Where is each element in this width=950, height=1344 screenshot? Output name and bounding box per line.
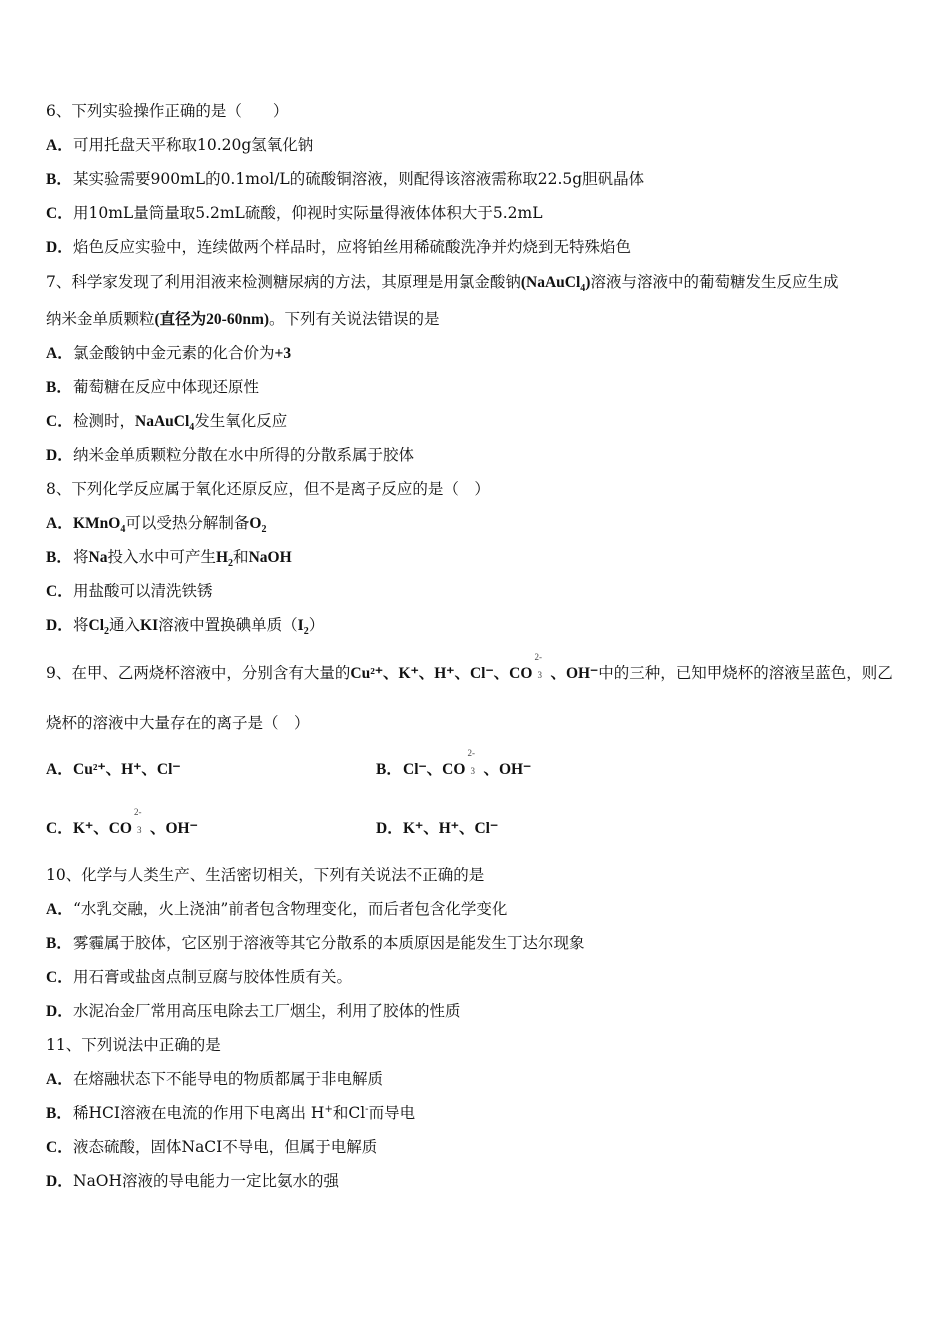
- q7-size: (直径为20-60nm): [154, 311, 270, 328]
- q8-option-c: [46, 580, 213, 603]
- option-label: B．: [46, 171, 72, 188]
- option-label: D．: [376, 820, 403, 837]
- formula-sub: 2: [303, 626, 309, 638]
- option-text: 葡萄糖在反应中体现还原性: [73, 378, 260, 396]
- option-text: 焰色反应实验中，连续做两个样品时，应将铂丝用稀硫酸洗净并灼烧到无特殊焰色: [73, 238, 632, 256]
- option-text: 液态硫酸，固体NaCI不导电，但属于电解质: [73, 1138, 378, 1156]
- q9-stem-text: 9、在甲、乙两烧杯溶液中，分别含有大量的: [46, 664, 351, 682]
- formula: Na: [88, 549, 108, 566]
- q11-option-d: [46, 1170, 339, 1193]
- q9-stem-line1: [46, 652, 893, 685]
- q7-stem-line1: [46, 271, 838, 294]
- q7-stem-text-d: 。下列有关说法错误的是: [269, 310, 440, 328]
- superscript: -: [365, 1103, 369, 1115]
- q6-option-d: [46, 236, 631, 259]
- option-text: 氯金酸钠中金元素的化合价为: [73, 344, 275, 362]
- q10-option-d: [46, 1000, 461, 1023]
- q8-option-d: [46, 614, 324, 637]
- q10-option-a: [46, 898, 507, 921]
- option-text: 雾霾属于胶体，它区别于溶液等其它分散系的本质原因是能发生丁达尔现象: [73, 934, 585, 952]
- q7-stem-text-c: 纳米金单质颗粒: [46, 310, 155, 328]
- subscript-three: 3: [537, 670, 542, 680]
- option-label: C．: [46, 205, 73, 222]
- formula-sub: 4: [189, 422, 195, 434]
- option-text: 将: [73, 616, 89, 634]
- charge-superscript: 2-: [534, 652, 542, 662]
- q6-option-b: [46, 168, 644, 191]
- q7-option-b: [46, 376, 259, 399]
- option-text: 检测时，: [73, 412, 136, 430]
- option-text: 稀HCI溶液在电流的作用下电离出 H: [73, 1104, 325, 1122]
- carbonate-charge: [465, 748, 479, 780]
- option-text: 用10mL量筒量取5.2mL硫酸，仰视时实际量得液体体积大于5.2mL: [73, 204, 543, 222]
- option-text: ）: [308, 616, 325, 634]
- q7-stem-text: 7、科学家发现了利用泪液来检测糖尿病的方法，其原理是用氯金酸钠: [46, 273, 521, 291]
- q11-option-b: [46, 1102, 415, 1125]
- option-label: C．: [46, 1139, 73, 1156]
- formula: Cl: [88, 617, 105, 634]
- option-label: D．: [46, 239, 73, 256]
- option-text: NaOH溶液的导电能力一定比氨水的强: [73, 1172, 340, 1190]
- option-text: 某实验需要900mL的0.1mol/L的硫酸铜溶液，则配得该溶液需称取22.5g胆矾晶体: [73, 170, 645, 188]
- q9-option-d: [376, 817, 498, 840]
- option-label: D．: [46, 1003, 73, 1020]
- formula: I: [297, 617, 304, 634]
- formula-sub: 2: [261, 524, 267, 536]
- option-label: A．: [46, 761, 73, 778]
- option-label: A．: [46, 515, 73, 532]
- q7-stem-line2: [46, 308, 440, 331]
- option-text: 可以受热分解制备: [125, 514, 250, 532]
- carbonate-charge: [532, 652, 546, 684]
- q8-option-a: [46, 512, 266, 535]
- option-text: 和: [233, 548, 249, 566]
- formula: NaAuCl: [135, 413, 190, 430]
- q7-option-a: [46, 342, 291, 365]
- option-label: C．: [46, 820, 73, 837]
- q9-ions: Cu²⁺、K⁺、H⁺、Cl⁻、CO: [350, 665, 533, 682]
- q8-stem: 8、下列化学反应属于氧化还原反应，但不是离子反应的是（ ）: [46, 480, 490, 498]
- formula-sub: 2: [104, 626, 110, 638]
- option-label: C．: [46, 969, 73, 986]
- option-text: 用石膏或盐卤点制豆腐与胶体性质有关。: [73, 968, 353, 986]
- subscript-three: 3: [137, 825, 142, 835]
- option-text: Cu²⁺、H⁺、Cl⁻: [73, 761, 181, 778]
- formula-sub: 2: [228, 558, 234, 570]
- option-label: A．: [46, 1071, 73, 1088]
- q7-option-d: [46, 444, 414, 467]
- option-text-b: 、OH⁻: [150, 820, 198, 837]
- q7-option-c: [46, 410, 287, 433]
- option-label: B．: [46, 935, 72, 952]
- charge-superscript: 2-: [134, 807, 142, 817]
- option-text: K⁺、H⁺、Cl⁻: [403, 820, 499, 837]
- q10-option-b: [46, 932, 585, 955]
- option-label: B．: [46, 549, 72, 566]
- option-label: C．: [46, 583, 73, 600]
- q9-option-a: [46, 758, 181, 781]
- option-label: A．: [46, 345, 73, 362]
- option-text: 溶液中置换碘单质（: [158, 616, 298, 634]
- q7-formula-end: ): [585, 274, 591, 291]
- option-text: 水泥冶金厂常用高压电除去工厂烟尘，利用了胶体的性质: [73, 1002, 461, 1020]
- option-text-c: 而导电: [368, 1104, 416, 1122]
- charge-superscript: 2-: [467, 748, 475, 758]
- q11-option-c: [46, 1136, 377, 1159]
- formula: KI: [140, 617, 159, 634]
- option-label: D．: [46, 1173, 73, 1190]
- formula: H: [215, 549, 229, 566]
- q10-option-c: [46, 966, 352, 989]
- option-text: K⁺、CO: [73, 820, 132, 837]
- option-text: 在熔融状态下不能导电的物质都属于非电解质: [73, 1070, 384, 1088]
- formula: NaOH: [248, 549, 292, 566]
- option-text: Cl⁻、CO: [403, 761, 466, 778]
- option-label: B．: [46, 1105, 72, 1122]
- q7-stem-text-b: 溶液与溶液中的葡萄糖发生反应生成: [590, 273, 839, 291]
- q11-option-a: [46, 1068, 383, 1091]
- carbonate-charge: [132, 807, 146, 839]
- q9-stem-text-c: 中的三种，已知甲烧杯的溶液呈蓝色，则乙: [598, 664, 893, 682]
- option-text: 投入水中可产生: [107, 548, 216, 566]
- q8-option-b: [46, 546, 292, 569]
- option-label: D．: [46, 617, 73, 634]
- q7-formula-sub: 4: [580, 283, 586, 295]
- formula-sub: 4: [120, 524, 126, 536]
- q7-formula: (NaAuCl: [520, 274, 581, 291]
- q6-option-a: [46, 134, 313, 157]
- option-text: 纳米金单质颗粒分散在水中所得的分散系属于胶体: [73, 446, 415, 464]
- q6-stem: 6、下列实验操作正确的是（ ）: [46, 102, 289, 120]
- formula: O: [249, 515, 262, 532]
- q9-stem-line2: 烧杯的溶液中大量存在的离子是（ ）: [46, 714, 310, 732]
- option-text-b: 、OH⁻: [483, 761, 532, 778]
- option-text: “水乳交融，火上浇油”前者包含物理变化，而后者包含化学变化: [73, 900, 508, 918]
- option-label: A．: [46, 137, 73, 154]
- q10-stem: 10、化学与人类生产、生活密切相关，下列有关说法不正确的是: [46, 866, 485, 884]
- option-label: B．: [46, 379, 72, 396]
- option-label: B．: [376, 761, 402, 778]
- option-text-b: 发生氧化反应: [194, 412, 288, 430]
- valence: +3: [274, 345, 292, 362]
- option-label: D．: [46, 447, 73, 464]
- superscript: +: [324, 1103, 333, 1115]
- q11-stem: 11、下列说法中正确的是: [46, 1036, 221, 1054]
- q9-option-c: [46, 807, 198, 840]
- option-text: 将: [73, 548, 89, 566]
- option-text: 用盐酸可以清洗铁锈: [73, 582, 213, 600]
- option-text: 可用托盘天平称取10.20g氢氧化钠: [73, 136, 314, 154]
- option-label: A．: [46, 901, 73, 918]
- q9-option-b: [376, 748, 532, 781]
- option-text: 通入: [109, 616, 141, 634]
- option-label: C．: [46, 413, 73, 430]
- q9-ions-tail: 、OH⁻: [550, 665, 599, 682]
- q6-option-c: [46, 202, 543, 225]
- option-text-b: 和Cl: [332, 1104, 366, 1122]
- subscript-three: 3: [470, 766, 475, 776]
- formula: KMnO: [73, 515, 121, 532]
